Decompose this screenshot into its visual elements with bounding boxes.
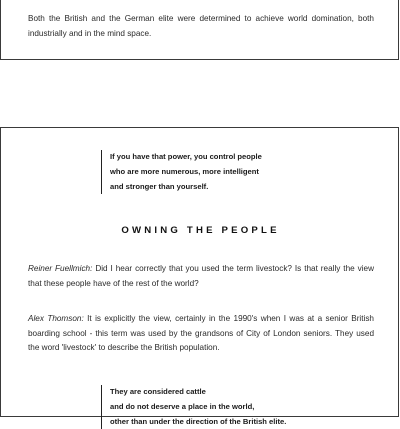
pull-quote-line: If you have that power, you control people (110, 152, 262, 161)
pull-quote-line: and do not deserve a place in the world, (110, 401, 255, 411)
bottom-page (0, 127, 399, 426)
paragraph-text: Did I hear correctly that you used the term livestock? Is that really the view that these people have of the rest of the world? (28, 264, 375, 288)
body-paragraph (28, 262, 374, 291)
pull-quote-line: and stronger than yourself. (110, 181, 209, 191)
body-paragraph (28, 312, 374, 356)
speaker-name: Reiner Fuellmich: (28, 264, 93, 273)
pull-quote (101, 150, 350, 194)
body-paragraph: Both the British and the German elite were determined to achieve world domination, both industrially and in the mind space. (28, 14, 374, 38)
section-heading: OWNING THE PEOPLE (121, 225, 280, 236)
paragraph-text: It is explicitly the view, certainly in the 1990's when I was at a senior British boarding school - this term was used by the grandsons of City of London seniors. They used the word 'livestock' to describe the British population. (28, 314, 374, 353)
pull-quote-line: They are considered cattle (110, 387, 206, 396)
pull-quote-line: who are more numerous, more intelligent (110, 166, 259, 176)
top-page (0, 0, 399, 60)
pull-quote-line: other than under the direction of the British elite. (110, 416, 287, 426)
speaker-name: Alex Thomson: (28, 314, 84, 323)
pull-quote (101, 385, 350, 429)
